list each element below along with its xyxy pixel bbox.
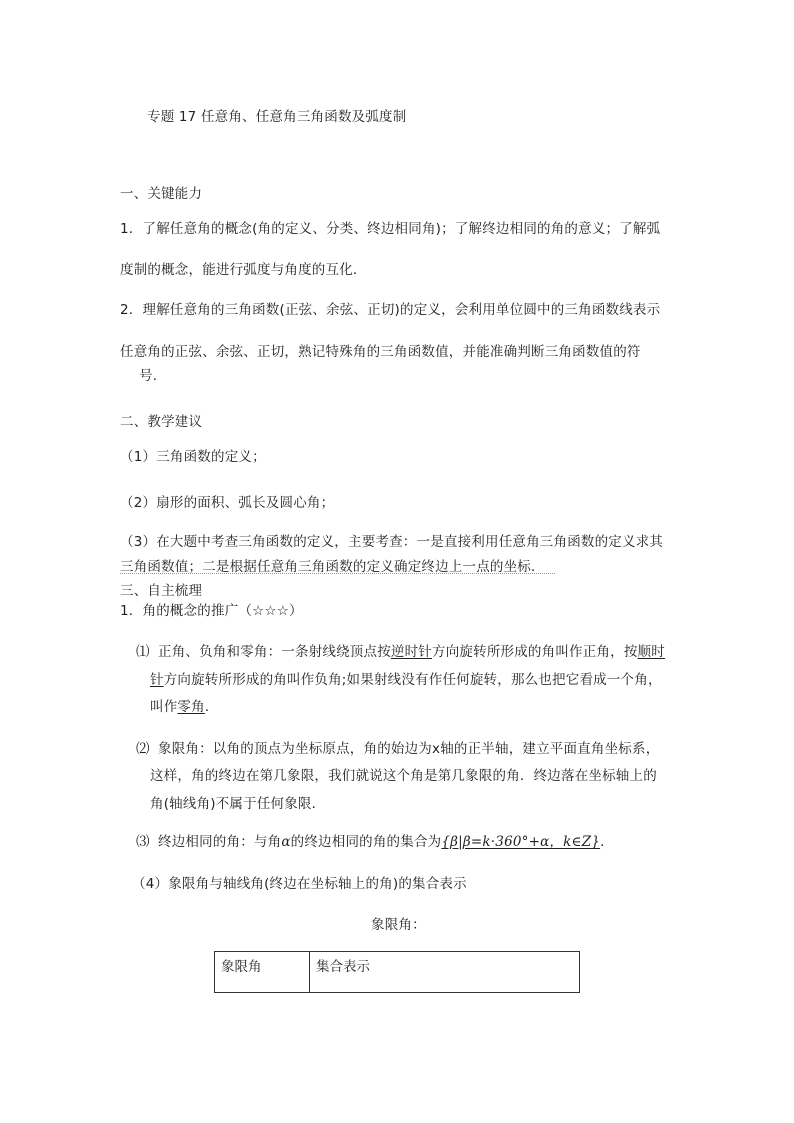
alpha-symbol: α bbox=[281, 834, 291, 850]
item-number: ⑴ bbox=[136, 644, 150, 660]
text-run: 方向旋转所形成的角叫作负角;如果射线没有作任何旋转，那么也把它看成一个角， bbox=[163, 672, 662, 688]
paragraph-line: 角(轴线角)不属于任何象限． bbox=[150, 796, 326, 812]
subsection-heading: 1．角的概念的推广（☆☆☆） bbox=[120, 603, 303, 619]
underlined-term: 顺时 bbox=[637, 644, 665, 660]
table-header-cell: 象限角 bbox=[215, 952, 310, 993]
underlined-term: 针 bbox=[150, 672, 164, 688]
table-row bbox=[215, 952, 580, 993]
text-run: 叫作 bbox=[150, 699, 178, 715]
paragraph-line: 号． bbox=[139, 368, 167, 384]
list-item: 三角函数值；二是根据任意角三角函数的定义确定终边上一点的坐标． bbox=[120, 559, 545, 575]
paragraph-line bbox=[150, 668, 662, 688]
text-run: ． bbox=[204, 699, 219, 715]
list-item: （4）象限角与轴线角(终边在坐标轴上的角)的集合表示 bbox=[132, 876, 467, 892]
text-run: 正角、负角和零角：一条射线绕顶点按 bbox=[158, 644, 391, 660]
dotted-divider bbox=[120, 573, 555, 574]
section-heading-key-abilities: 一、关键能力 bbox=[120, 186, 203, 202]
underlined-term: 零角 bbox=[177, 699, 205, 715]
text-run: 的终边相同的角的集合为 bbox=[290, 834, 442, 850]
text-run: 终边相同的角：与角 bbox=[158, 834, 282, 850]
paragraph-line: 1．了解任意角的概念(角的定义、分类、终边相同角)；了解终边相同的角的意义；了解弧 bbox=[120, 221, 661, 237]
page-title: 专题 17 任意角、任意角三角函数及弧度制 bbox=[147, 109, 407, 125]
paragraph-line: 度制的概念，能进行弧度与角度的互化． bbox=[120, 262, 367, 278]
item-number: ⑶ bbox=[136, 834, 150, 850]
paragraph-line bbox=[158, 640, 665, 660]
list-item: （3）在大题中考查三角函数的定义，主要考查：一是直接利用任意角三角函数的定义求其 bbox=[120, 534, 664, 550]
quadrant-angle-table bbox=[214, 951, 580, 993]
section-heading-self-review: 三、自主梳理 bbox=[120, 583, 203, 599]
paragraph-line: 这样，角的终边在第几象限，我们就说这个角是第几象限的角．终边落在坐标轴上的 bbox=[150, 768, 657, 784]
underlined-term: 逆时针 bbox=[390, 644, 433, 660]
paragraph-line bbox=[158, 830, 614, 850]
paragraph-line: 象限角：以角的顶点为坐标原点，角的始边为x轴的正半轴，建立平面直角坐标系， bbox=[158, 741, 660, 757]
text-run: 方向旋转所形成的角叫作正角，按 bbox=[432, 644, 638, 660]
section-heading-teaching-advice: 二、教学建议 bbox=[120, 414, 203, 430]
table-header-cell: 集合表示 bbox=[310, 952, 580, 993]
text-run: ． bbox=[600, 834, 614, 850]
list-item: （2）扇形的面积、弧长及圆心角； bbox=[120, 495, 335, 511]
table-caption: 象限角： bbox=[371, 917, 426, 933]
item-number: ⑵ bbox=[136, 741, 150, 757]
list-item: （1）三角函数的定义； bbox=[120, 449, 266, 465]
set-expression: {β|β=k·360°+α，k∈Z} bbox=[441, 834, 601, 850]
paragraph-line bbox=[150, 695, 219, 715]
paragraph-line: 任意角的正弦、余弦、正切，熟记特殊角的三角函数值，并能准确判断三角函数值的符 bbox=[120, 344, 641, 360]
paragraph-line: 2．理解任意角的三角函数(正弦、余弦、正切)的定义，会利用单位圆中的三角函数线表示 bbox=[120, 302, 661, 318]
